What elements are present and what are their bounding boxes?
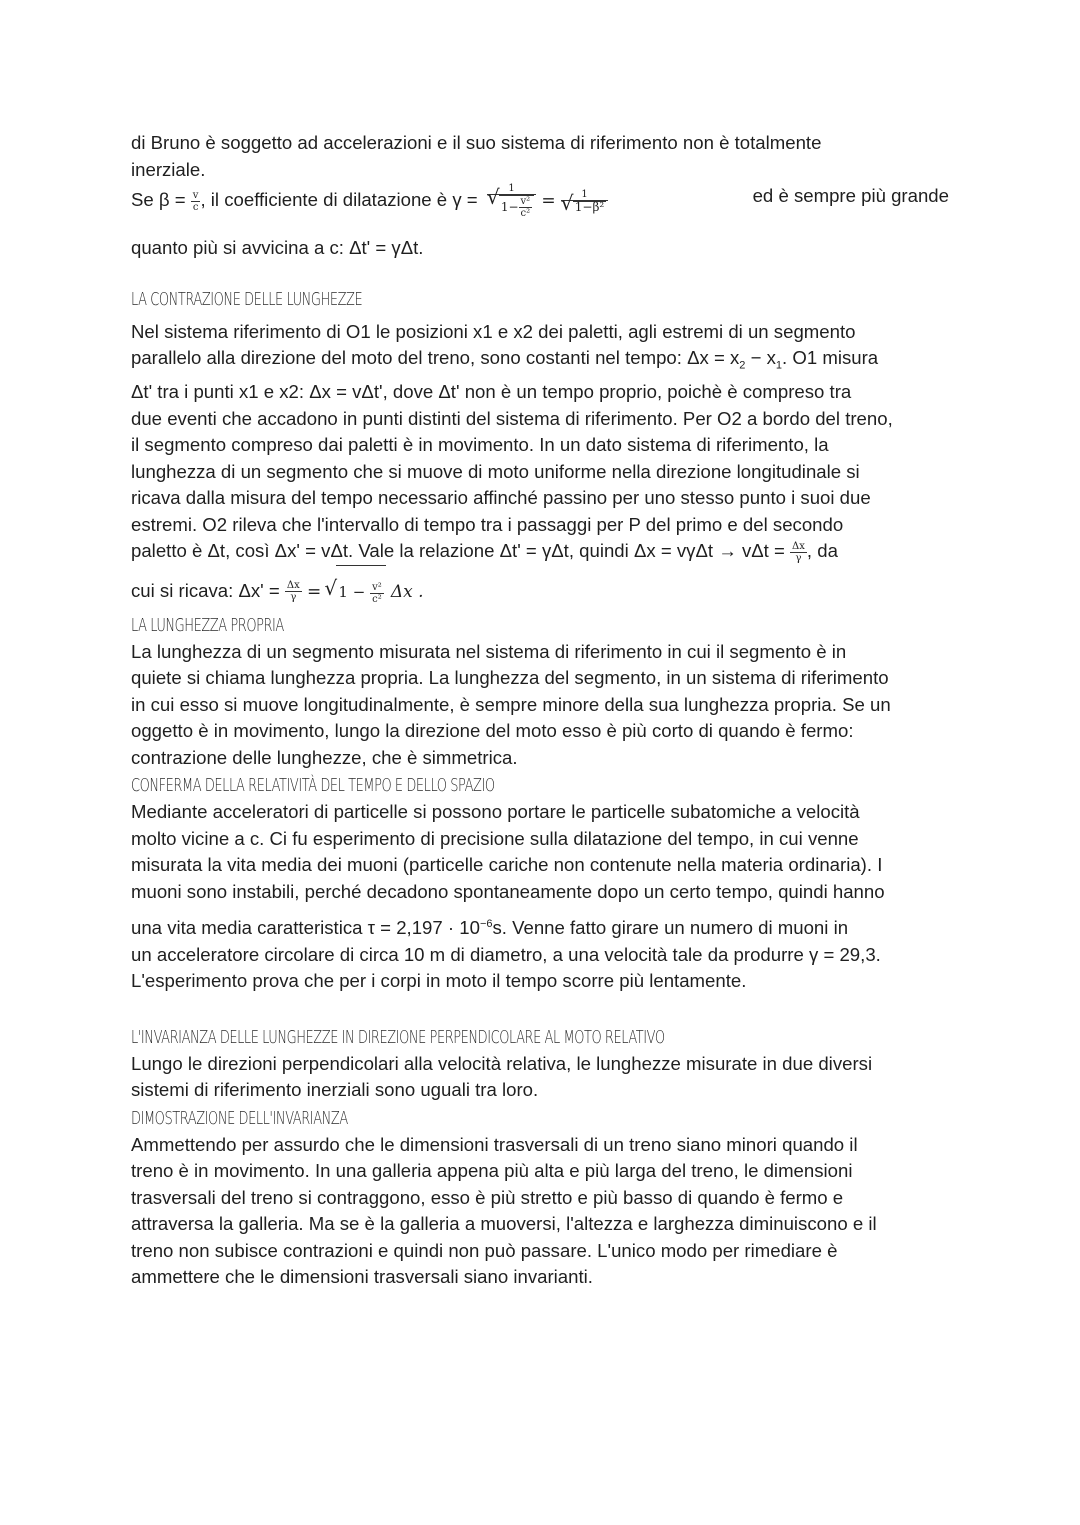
text-fragment: , il coefficiente di dilatazione è γ =: [200, 188, 478, 210]
section-heading: DIMOSTRAZIONE DELL'INVARIANZA: [131, 1107, 348, 1129]
text-line: inerziale.: [131, 158, 206, 180]
fraction-gamma-2: 1 √ 1−β²: [561, 189, 608, 213]
paragraph-confirmation: Mediante acceleratori di particelle si possono portare le particelle subatomiche a velocità molto vicine a c. Ci fu esperimento di precisione sulla dilatazione del tempo, in cui venne misurata la vita media dei muoni (particelle cariche non contenute nella materia ordinaria). I muoni sono instabili, perché decadono spontaneamente dopo un certo tempo, quindi hanno una vita media caratteristica $\tau = 2,197 \cdot 10^{-6}s$. Venne fatto girare un numero di muoni in un acceleratore circolare di circa 10 m di diametro, a una velocità tale da produrre γ = 29,3. L'esperimento prova che per i corpi in moto il tempo scorre più lentamente.: [131, 801, 885, 992]
text-fragment: cui si ricava: Δx' =: [131, 579, 280, 601]
paragraph-contraction: Nel sistema riferimento di O1 le posizioni x1 e x2 dei paletti, agli estremi di un segmento parallelo alla direzione del moto del treno, sono costanti nel tempo: $\Delta x = x_2 - x_1$. O1 misura Δt' tra i punti x1 e x2: Δx = vΔt', dove Δt' non è un tempo proprio, poichè è compreso tra due eventi che accadono in punti distinti del sistema di riferimento. Per O2 a bordo del treno, il segmento compreso dai paletti è in movimento. In un dato sistema di riferimento, la lunghezza di un segmento che si muove di moto uniforme nella direzione longitudinale si ricava dalla misura del tempo necessario affinché passino per uno stesso punto i suoi due estremi. O2 rileva che l'intervallo di tempo tra i passaggi per P del primo e del secondo paletto è Δt, così Δx' = vΔt. Vale la relazione Δt' = γΔt, quindi Δx = vγΔt → vΔt = $\frac{\Delta x}{\gamma}$ , da: [131, 320, 893, 564]
section-heading: LA CONTRAZIONE DELLE LUNGHEZZE: [131, 288, 363, 310]
gamma-formula-line: [131, 183, 949, 233]
text-line: ricava dalla misura del tempo necessario affinché passino per uno stesso punto i suoi due: [131, 487, 871, 509]
paragraph-proper-length: La lunghezza di un segmento misurata nel sistema di riferimento in cui il segmento è in quiete si chiama lunghezza propria. La lunghezza del segmento, in un sistema di riferimento in cui esso si muove longitudinalmente, è sempre minore della sua lunghezza propria. Se un oggetto è in movimento, lungo la direzione del moto esso è più corto di quando è fermo: contrazione delle lunghezze, che è simmetrica.: [131, 640, 891, 768]
text-line: di Bruno è soggetto ad accelerazioni e il suo sistema di riferimento non è totalmente: [131, 132, 822, 153]
equals-sign: =: [541, 190, 556, 211]
fraction-dx-over-gamma: $\frac{\Delta x}{\gamma}$: [286, 580, 300, 604]
sqrt-term: √ 1− $\frac{\text{v²}}{\text{c²}}$: [499, 195, 534, 219]
document-page: [131, 128, 949, 1291]
text-fragment: paletto è Δt, così Δx' = vΔt. Vale la relazione Δt' = γΔt, quindi Δx = vγΔt → vΔt =: [131, 540, 785, 562]
text-line: Nel sistema riferimento di O1 le posizioni x1 e x2 dei paletti, agli estremi di un segmento: [131, 320, 856, 342]
text-line: estremi. O2 rileva che l'intervallo di tempo tra i passaggi per P del primo e del secondo: [131, 513, 844, 535]
text-line: lunghezza di un segmento che si muove di moto uniforme nella direzione longitudinale si: [131, 460, 860, 482]
sqrt-beta: √ 1−β²: [573, 201, 606, 213]
text-line: quanto più si avvicina a c: Δt' = γΔt.: [131, 237, 424, 258]
paragraph-demonstration: Ammettendo per assurdo che le dimensioni trasversali di un treno siano minori quando il treno è in movimento. In una galleria appena più alta e più larga del treno, le dimensioni trasversali del treno si contraggono, esso è più stretto e più basso di quando è fermo e attraversa la galleria. Ma se è la galleria a muoversi, l'altezza e larghezza diminuiscono e il treno non subisce contrazioni e quindi non può passare. L'unico modo per rimediare è ammettere che le dimensioni trasversali siano invarianti.: [131, 1133, 877, 1288]
text-line: il segmento compreso dai paletti è in movimento. In un dato sistema di riferimento, la: [131, 434, 829, 456]
text-line: due eventi che accadono in punti distinti del sistema di riferimento. Per O2 a bordo del treno,: [131, 407, 893, 429]
fraction-gamma-1: 1 √ 1− $\frac{\text{v²}}{\text{c²}}$: [487, 183, 536, 219]
contraction-formula-line: cui si ricava: Δx' = $\frac{\Delta x}{\gamma}$ = √ 1 − $\frac{\text{v²}}{\text{c²}}$ Δx .: [131, 565, 949, 617]
paragraph-intro: [131, 130, 949, 183]
text-fragment: parallelo alla direzione del moto del treno, sono costanti nel tempo: Δx = x: [131, 347, 740, 368]
section-heading: LA LUNGHEZZA PROPRIA: [131, 614, 284, 636]
fraction-v-over-c: $\frac{v}{c}$: [192, 189, 199, 213]
sqrt-contraction: √ 1 − $\frac{\text{v²}}{\text{c²}}$: [336, 565, 385, 618]
section-heading: L'INVARIANZA DELLE LUNGHEZZE IN DIREZIONE PERPENDICOLARE AL MOTO RELATIVO: [131, 1026, 665, 1048]
text-fragment: Se β =: [131, 188, 191, 210]
fraction-dx-over-gamma: $\frac{\Delta x}{\gamma}$: [792, 540, 805, 564]
section-heading: CONFERMA DELLA RELATIVITÀ DEL TEMPO E DELLO SPAZIO: [131, 775, 495, 797]
text-line: Δt' tra i punti x1 e x2: Δx = vΔt', dove Δt' non è un tempo proprio, poichè è compreso tra: [131, 381, 852, 403]
paragraph-invariance: Lungo le direzioni perpendicolari alla velocità relativa, le lunghezze misurate in due diversi sistemi di riferimento inerziali sono uguali tra loro.: [131, 1052, 873, 1101]
text-fragment: ed è sempre più grande: [752, 185, 949, 206]
